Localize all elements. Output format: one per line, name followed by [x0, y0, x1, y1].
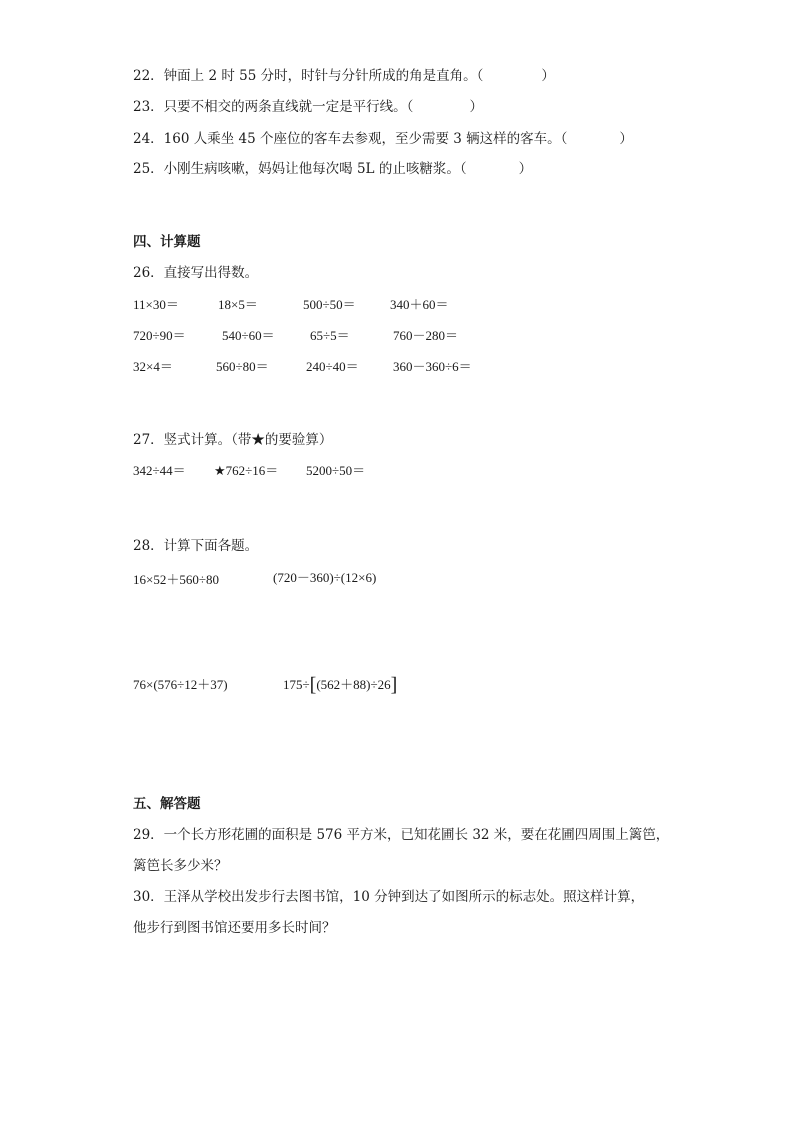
question-29-line-2: 篱笆长多少米？: [133, 858, 228, 874]
question-23: [133, 98, 483, 116]
section-4-title: 四、计算题: [133, 234, 201, 250]
expression-4-prefix: 175÷: [283, 677, 310, 692]
close-paren: ）: [541, 68, 555, 84]
oral-calc-1-4: 340＋60＝: [390, 297, 449, 312]
question-24-text: 24．160 人乘坐 45 个座位的客车去参观，至少需要 3 辆这样的客车。（: [133, 131, 568, 147]
expression-4-inner: (562＋88)÷26: [316, 677, 391, 692]
question-29-line-1: 29．一个长方形花圃的面积是 576 平方米，已知花圃长 32 米，要在花圃四周围上篱笆，: [133, 827, 670, 843]
oral-calc-1-1: 11×30＝: [133, 297, 179, 312]
question-25-text: 25．小刚生病咳嗽，妈妈让他每次喝 5L 的止咳糖浆。（: [133, 161, 467, 177]
oral-calc-3-1: 32×4＝: [133, 359, 173, 374]
oral-calc-3-2: 560÷80＝: [216, 359, 269, 374]
vertical-calc-3: 5200÷50＝: [306, 463, 366, 478]
question-25: [133, 160, 532, 178]
vertical-calc-1: 342÷44＝: [133, 463, 186, 478]
oral-calc-2-4: 760－280＝: [393, 328, 459, 343]
question-22-text: 22．钟面上 2 时 55 分时，时针与分针所成的角是直角。（: [133, 68, 484, 84]
question-23-text: 23．只要不相交的两条直线就一定是平行线。（: [133, 99, 414, 115]
question-30-line-1: 30．王泽从学校出发步行去图书馆，10 分钟到达了如图所示的标志处。照这样计算，: [133, 889, 645, 905]
expression-2: (720－360)÷(12×6): [273, 570, 377, 585]
question-26-prompt: 26．直接写出得数。: [133, 265, 259, 281]
question-24: [133, 130, 633, 148]
close-square-bracket: ]: [390, 674, 398, 696]
expression-1: 16×52＋560÷80: [133, 572, 219, 587]
question-28-prompt: 28．计算下面各题。: [133, 538, 259, 554]
expression-3: 76×(576÷12＋37): [133, 677, 228, 692]
vertical-calc-2: ★762÷16＝: [214, 463, 279, 478]
oral-calc-3-4: 360－360÷6＝: [393, 359, 472, 374]
question-30-line-2: 他步行到图书馆还要用多长时间？: [133, 920, 336, 936]
question-27-prompt: 27．竖式计算。（带★的要验算）: [133, 432, 333, 448]
question-22: [133, 67, 555, 85]
oral-calc-1-2: 18×5＝: [218, 297, 258, 312]
open-square-bracket: [: [309, 674, 317, 696]
close-paren: ）: [469, 99, 483, 115]
close-paren: ）: [518, 161, 533, 177]
expression-4: [283, 676, 397, 694]
oral-calc-2-2: 540÷60＝: [222, 328, 275, 343]
section-5-title: 五、解答题: [133, 796, 201, 812]
oral-calc-3-3: 240÷40＝: [306, 359, 359, 374]
oral-calc-2-1: 720÷90＝: [133, 328, 186, 343]
oral-calc-2-3: 65÷5＝: [310, 328, 350, 343]
close-paren: ）: [619, 131, 633, 147]
oral-calc-1-3: 500÷50＝: [303, 297, 356, 312]
